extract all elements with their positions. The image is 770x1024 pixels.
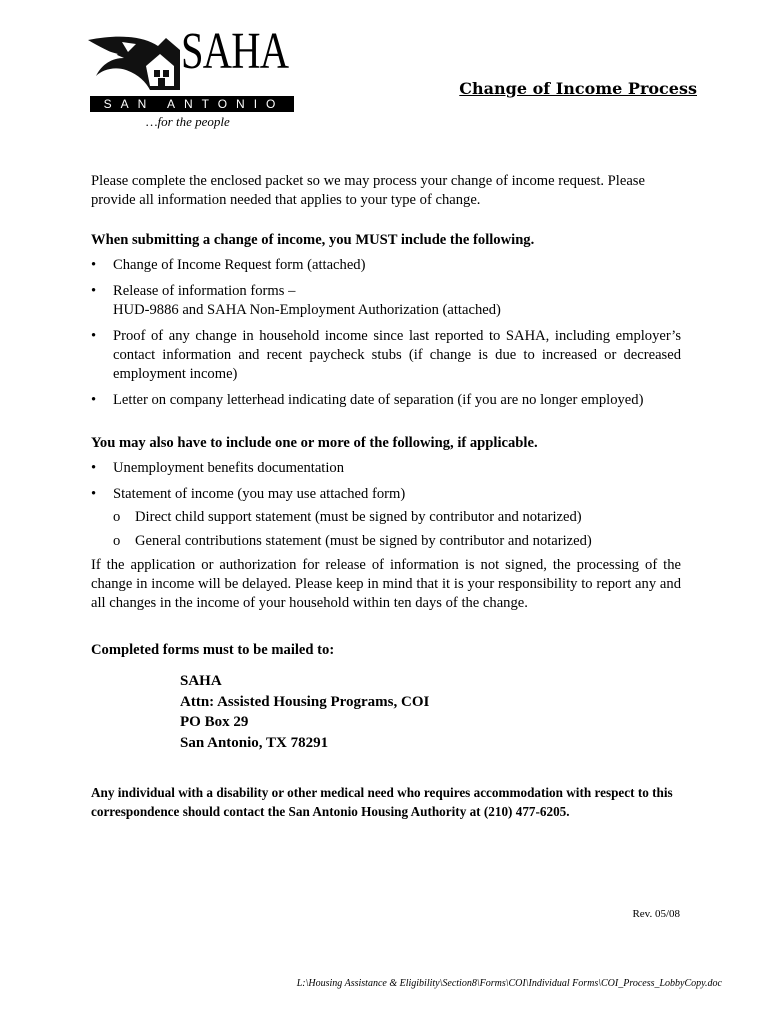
bullet-icon: • [91, 460, 97, 476]
address-line: PO Box 29 [180, 714, 249, 730]
mailing-address [180, 671, 681, 753]
list-item [91, 391, 681, 410]
mail-heading: Completed forms must to be mailed to: [91, 642, 335, 658]
address-line: SAHA [180, 673, 222, 689]
list-item-text: Change of Income Request form (attached) [113, 257, 366, 273]
intro-paragraph: Please complete the enclosed packet so we may process your change of income request. Please provide all information needed that applies to your type of change. [91, 173, 645, 208]
list-item-text: HUD-9886 and SAHA Non-Employment Authorization (attached) [113, 302, 501, 318]
statement-sublist [91, 508, 681, 551]
circle-bullet-icon: o [113, 509, 121, 525]
bullet-icon: • [91, 392, 97, 408]
bullet-icon: • [91, 486, 97, 502]
processing-warning: If the application or authorization for release of information is not signed, the processing of the change in income will be delayed. Please keep in mind that it is your responsibility to report any and all changes in the income of your household within ten days of the change. [91, 557, 681, 611]
list-item-text: Release of information forms – [113, 283, 296, 299]
list-item [91, 327, 681, 384]
file-path-footer: L:\Housing Assistance & Eligibility\Section8\Forms\COI\Individual Forms\COI_Process_LobbyCopy.doc [296, 978, 722, 989]
bullet-icon: • [91, 283, 97, 299]
list-item-text: Direct child support statement (must be signed by contributor and notarized) [135, 509, 582, 525]
logo-city-bar: SAN ANTONIO [90, 96, 294, 112]
document-body [91, 172, 681, 821]
saha-logo [88, 23, 298, 130]
address-line: San Antonio, TX 78291 [180, 734, 329, 751]
bullet-icon: • [91, 257, 97, 273]
circle-bullet-icon: o [113, 533, 121, 549]
list-item [91, 485, 681, 504]
list-item [91, 256, 681, 275]
list-item [91, 508, 681, 527]
page-title: Change of Income Process [459, 79, 697, 98]
list-item-text: Unemployment benefits documentation [113, 460, 345, 476]
address-line: Attn: Assisted Housing Programs, COI [180, 693, 430, 710]
list-item-text: General contributions statement (must be signed by contributor and notarized) [135, 533, 592, 549]
may-include-list [91, 459, 681, 504]
logo-wordmark: SAHA [181, 23, 289, 80]
bullet-icon: • [91, 328, 97, 344]
may-include-heading: You may also have to include one or more of the following, if applicable. [91, 435, 538, 451]
list-item [91, 282, 681, 320]
list-item-text: Statement of income (you may use attached form) [113, 486, 406, 502]
list-item [91, 532, 681, 551]
list-item [91, 459, 681, 478]
revision-label: Rev. 05/08 [632, 908, 680, 920]
must-include-list [91, 256, 681, 410]
accommodation-notice: Any individual with a disability or other medical need who requires accommodation with respect to this correspondence should contact the San Antonio Housing Authority at (210) 477-6205. [91, 785, 673, 819]
list-item-text: Proof of any change in household income since last reported to SAHA, including employer’s contact information and recent paycheck stubs (if change is due to increased or decreased employment income) [113, 328, 681, 382]
must-include-heading: When submitting a change of income, you MUST include the following. [91, 232, 535, 248]
logo-tagline: …for the people [146, 114, 230, 129]
list-item-text: Letter on company letterhead indicating date of separation (if you are no longer employed) [113, 392, 644, 408]
